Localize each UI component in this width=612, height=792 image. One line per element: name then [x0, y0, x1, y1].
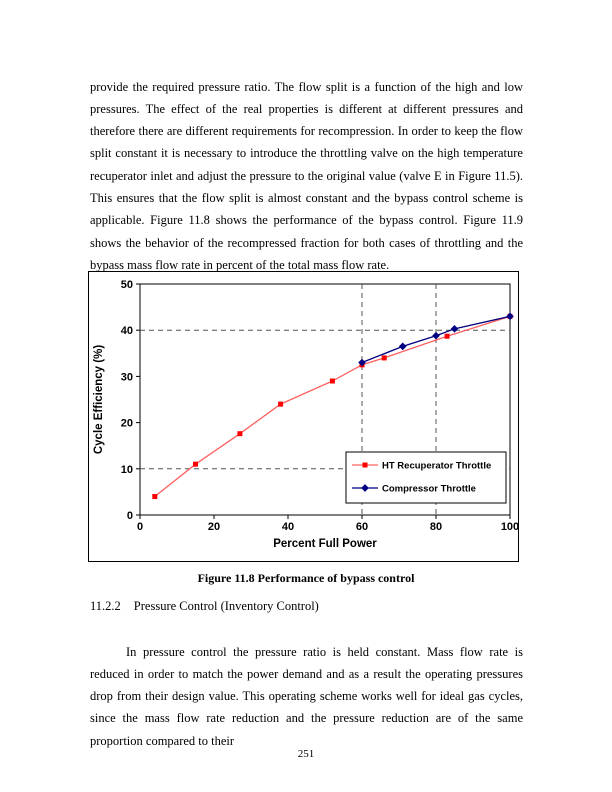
square-marker [193, 462, 198, 467]
section-heading-number: 11.2.2 [90, 599, 121, 613]
x-tick-label: 40 [281, 521, 295, 533]
y-tick-label: 50 [120, 279, 133, 291]
y-tick-label: 30 [120, 371, 133, 384]
square-marker [330, 379, 335, 384]
body-paragraph-2: In pressure control the pressure ratio is held constant. Mass flow rate is reduced in order to match the power demand and as a result the operating pressures drop from their design value. This operating scheme works well for ideal gas cycles, since the mass flow rate reduction and the pressure reduction are of the same proportion compared to their [90, 644, 523, 748]
y-tick-label: 20 [120, 417, 133, 430]
square-marker [278, 402, 283, 407]
y-tick-label: 0 [126, 510, 133, 522]
square-marker [445, 334, 450, 339]
x-tick-label: 100 [500, 521, 519, 533]
x-tick-label: 80 [429, 521, 443, 533]
section-heading-title: Pressure Control (Inventory Control) [133, 599, 319, 613]
figure-11-8-chart [88, 271, 519, 562]
section-heading [90, 599, 319, 614]
figure-caption: Figure 11.8 Performance of bypass control [197, 571, 415, 585]
bypass-control-chart-svg [88, 271, 519, 562]
y-axis-title: Cycle Efficiency (%) [93, 344, 105, 455]
x-axis-title: Percent Full Power [273, 538, 377, 550]
x-tick-label: 60 [355, 521, 369, 533]
square-marker [382, 355, 387, 360]
page-number: 251 [297, 748, 315, 760]
x-tick-label: 20 [207, 521, 221, 533]
y-tick-label: 10 [120, 463, 133, 476]
x-tick-label: 0 [136, 521, 144, 533]
legend-label: Compressor Throttle [382, 483, 476, 495]
body-paragraph-1: provide the required pressure ratio. The flow split is a function of the high and low pressures. The effect of the real properties is different at different pressures and therefore there are different requirements for recompression. In order to keep the flow split constant it is necessary to introduce the throttling valve on the high temperature recuperator inlet and adjust the pressure to the original value (valve E in Figure 11.5). This ensures that the flow split is almost constant and the bypass control scheme is applicable. Figure 11.8 shows the performance of the bypass control. Figure 11.9 shows the behavior of the recompressed fraction for both cases of throttling and the bypass mass flow rate in percent of the total mass flow rate. [90, 79, 523, 272]
y-tick-label: 40 [120, 325, 133, 338]
square-marker [237, 431, 242, 436]
legend-label: HT Recuperator Throttle [382, 460, 492, 472]
square-marker [152, 494, 157, 499]
square-marker-legend [363, 463, 368, 468]
